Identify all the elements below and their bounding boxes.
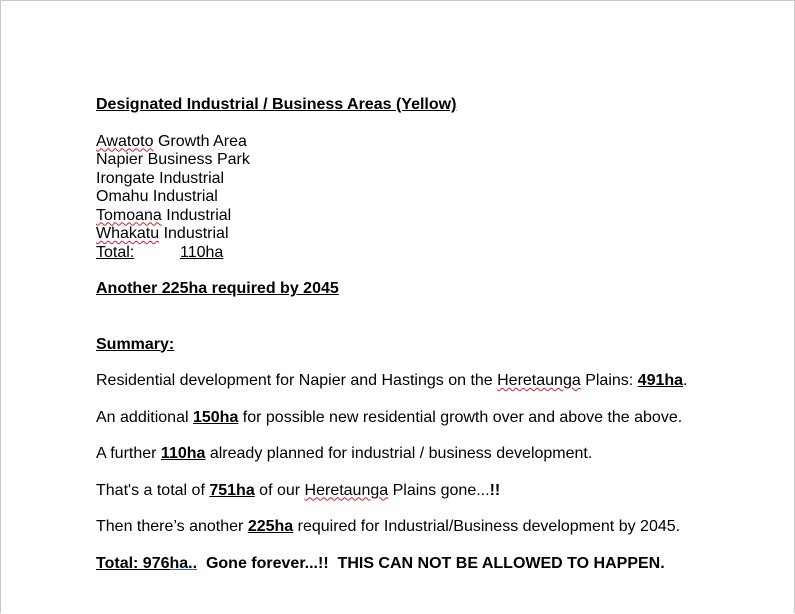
summary-line: That's a total of 751ha of our Heretaunga Plains gone...!! [96, 481, 501, 499]
summary-title: Summary: [96, 335, 175, 353]
area-item: Omahu Industrial [96, 188, 218, 205]
summary-line: Residential development for Napier and Hastings on the Heretaunga Plains: 491ha. [96, 372, 688, 389]
summary-line: A further 110ha already planned for industrial / business development. [96, 445, 593, 462]
document-body [96, 96, 756, 573]
another-requirement: Another 225ha required by 2045 [96, 280, 339, 297]
summary-line: An additional 150ha for possible new residential growth over and above the above. [96, 408, 683, 426]
total-value: 110ha [180, 243, 224, 261]
area-item: Tomoana Industrial [96, 206, 232, 224]
area-item: Whakatu Industrial [96, 225, 229, 242]
summary-total-line: Total: 976ha.. Gone forever...!! THIS CAN NOT BE ALLOWED TO HAPPEN. [96, 554, 665, 572]
summary-line: Then there’s another 225ha required for Industrial/Business development by 2045. [96, 518, 681, 535]
total-label: Total: [96, 243, 135, 261]
area-item: Awatoto Growth Area [96, 132, 247, 150]
area-item: Irongate Industrial [96, 169, 225, 187]
area-list [96, 133, 756, 263]
section-heading: Designated Industrial / Business Areas (Yellow) [96, 96, 457, 113]
total-row [96, 244, 756, 263]
area-item: Napier Business Park [96, 151, 250, 168]
